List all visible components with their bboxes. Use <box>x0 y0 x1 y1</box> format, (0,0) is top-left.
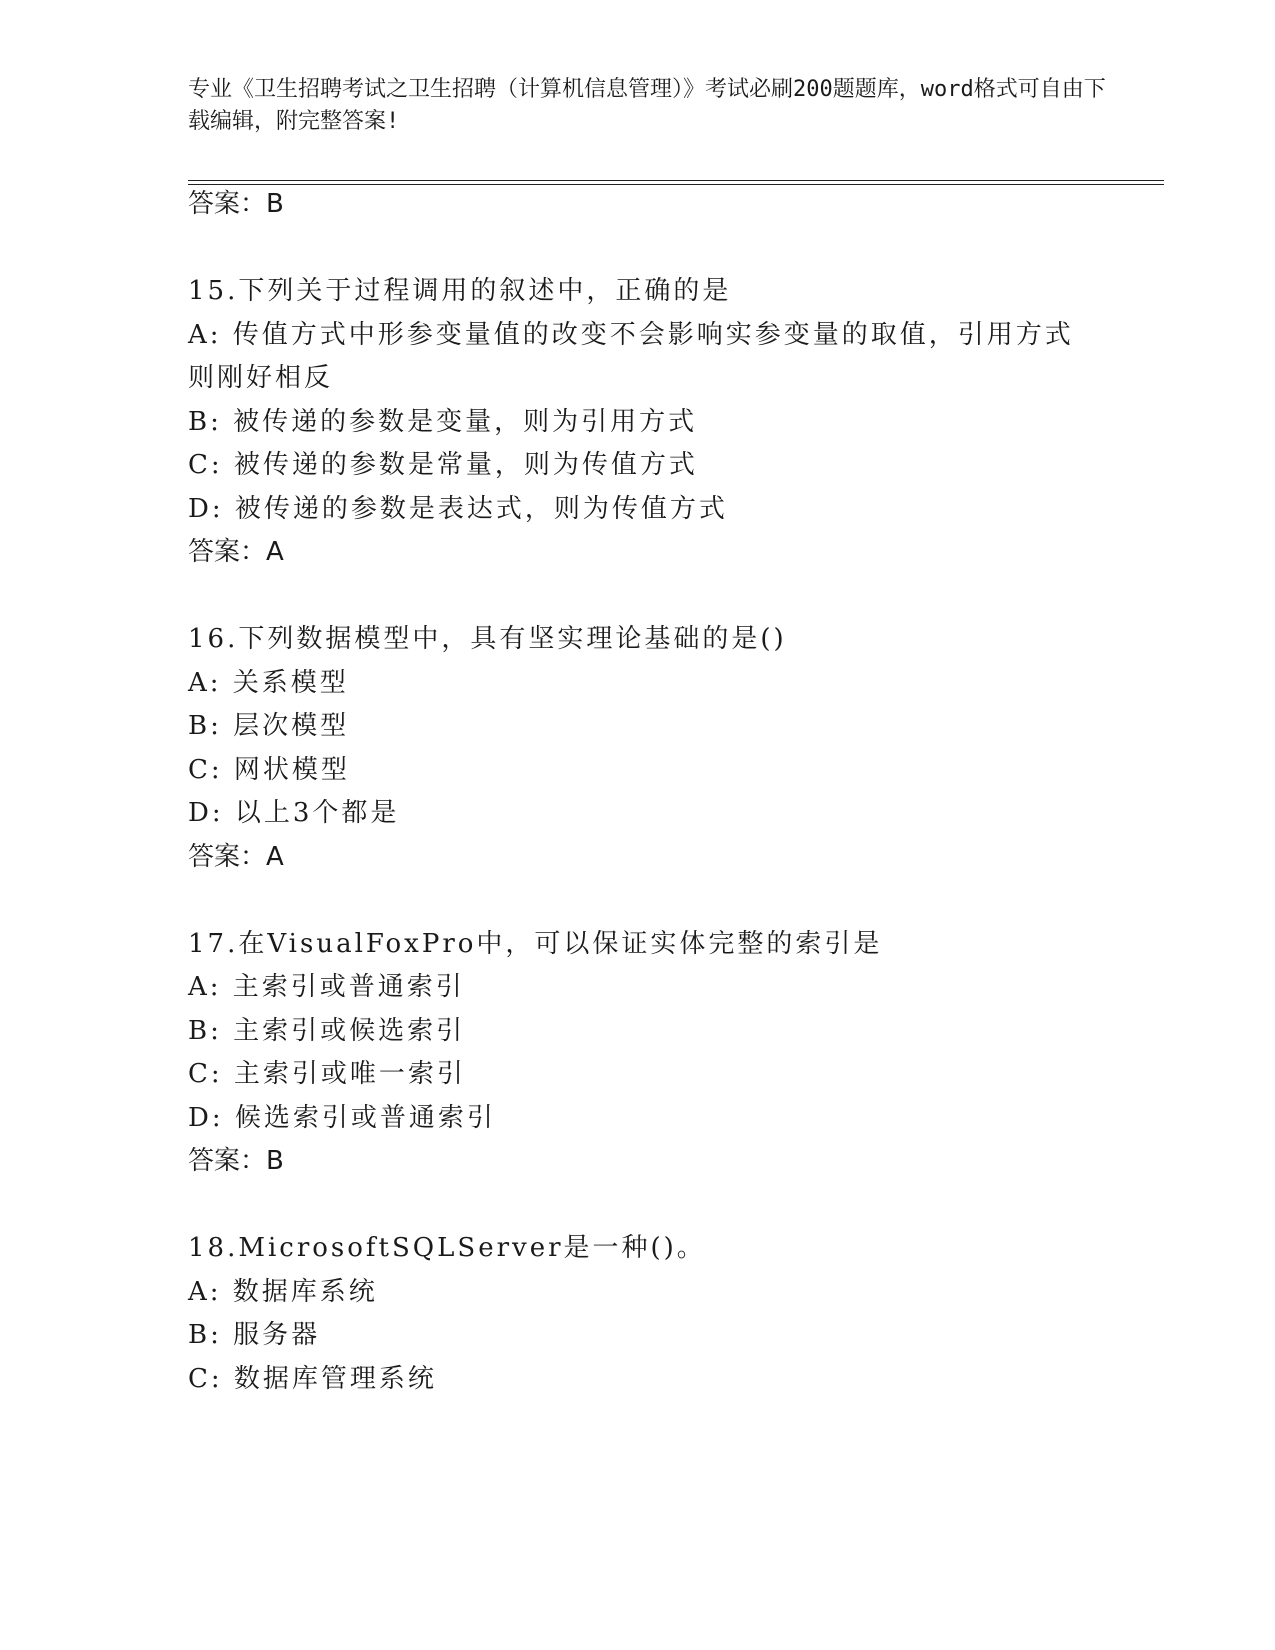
question-18-option-b: B: 服务器 <box>188 1320 321 1350</box>
question-16-option-a: A: 关系模型 <box>188 668 349 698</box>
header-rule-bottom <box>188 184 1164 185</box>
question-16-option-c: C: 网状模型 <box>188 755 350 785</box>
question-18-option-a: A: 数据库系统 <box>188 1277 378 1307</box>
question-15-option-b: B: 被传递的参数是变量，则为引用方式 <box>188 407 698 437</box>
question-18-option-c: C: 数据库管理系统 <box>188 1364 437 1394</box>
question-17-option-c: C: 主索引或唯一索引 <box>188 1059 466 1089</box>
answer-14: 答案：B <box>188 189 284 219</box>
question-17-answer: 答案：B <box>188 1146 284 1176</box>
question-17-option-d: D: 候选索引或普通索引 <box>188 1103 496 1133</box>
question-16-option-b: B: 层次模型 <box>188 711 350 741</box>
question-17-option-b: B: 主索引或候选索引 <box>188 1016 466 1046</box>
question-15-stem: 15.下列关于过程调用的叙述中，正确的是 <box>188 276 732 306</box>
header-rule-top <box>188 180 1164 181</box>
question-16-option-d: D: 以上3个都是 <box>188 798 400 828</box>
question-18-stem: 18.MicrosoftSQLServer是一种()。 <box>188 1233 706 1263</box>
question-15-answer: 答案：A <box>188 537 284 567</box>
question-15-option-a-continued: 则刚好相反 <box>188 363 334 393</box>
question-17-option-a: A: 主索引或普通索引 <box>188 972 465 1002</box>
document-header-text: 专业《卫生招聘考试之卫生招聘（计算机信息管理）》考试必刷200题题库，word格式可自由下载编辑，附完整答案! <box>188 77 1106 134</box>
question-15-option-c: C: 被传递的参数是常量，则为传值方式 <box>188 450 698 480</box>
question-17-stem: 17.在VisualFoxPro中，可以保证实体完整的索引是 <box>188 929 883 959</box>
question-16-answer: 答案：A <box>188 842 284 872</box>
question-15-option-a: A: 传值方式中形参变量值的改变不会影响实参变量的取值，引用方式 <box>188 320 1074 350</box>
question-16-stem: 16.下列数据模型中，具有坚实理论基础的是() <box>188 624 787 654</box>
question-15-option-d: D: 被传递的参数是表达式，则为传值方式 <box>188 494 728 524</box>
